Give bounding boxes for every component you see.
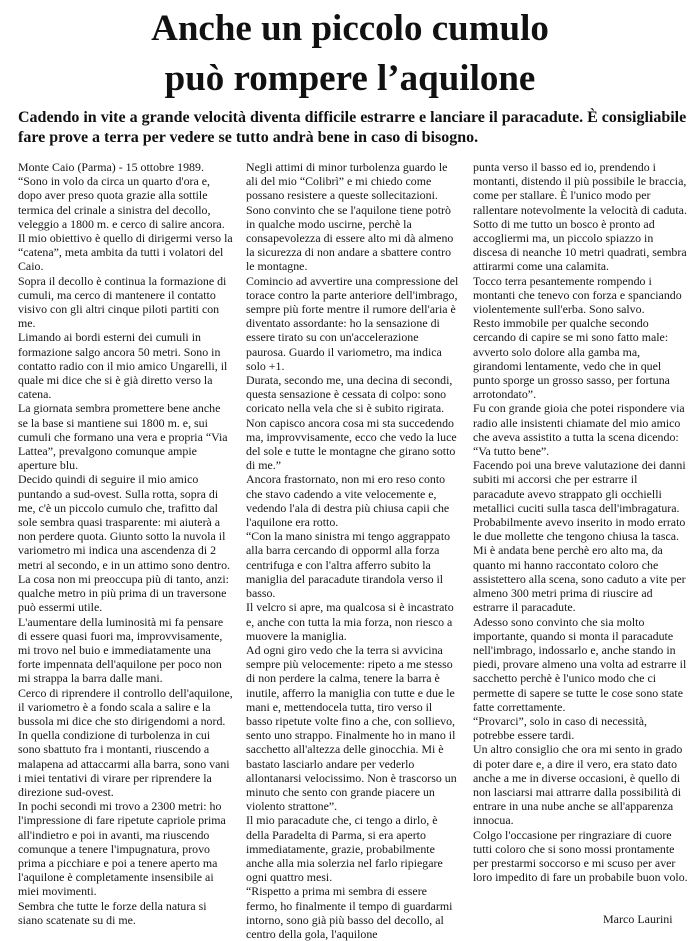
paragraph: Fu con grande gioia che potei rispondere via radio alle insistenti chiamate del mio amico che aveva assistito a tutta la scena dicendo: “Va tutto bene”.: [473, 401, 685, 459]
column-1: [18, 160, 233, 927]
paragraph: Non capisco ancora cosa mi sta succedendo ma, improvvisamente, ecco che vedo la luce del sole e tutte le montagne che girano sotto di me.”: [246, 415, 457, 473]
paragraph: Mi è andata bene perchè ero alto ma, da quanto mi hanno raccontato coloro che assistettero alla scena, sono caduto a vite per almeno 300 metri prima di riuscire ad estrarre il paracadute.: [473, 543, 686, 615]
paragraph: L'aumentare della luminosità mi fa pensare di essere quasi fuori ma, improvvisamente, mi trovo nel buio e immediatamente una forte impennata dell'aquilone per poco non mi strappa la barra dalle mani.: [18, 614, 224, 686]
paragraph: Ad ogni giro vedo che la terra si avvicina sempre più velocemente: ripeto a me stesso di non perdere la calma, tenere la barra è inutile, afferro la maniglia con tutte e due le mani e, mettendocela tutta, tiro verso il basso ripetute volte fino a che, con sollievo, sento uno strappo. Finalmente ho in mano il sacchetto all'altezza delle ginocchia. Mi è bastato lasciarlo andare per vederlo allontanarsi velocissimo. Non è trascorso un minuto che sento con grande piacere un violento strattone”.: [246, 642, 457, 814]
author-signature: Marco Laurini: [603, 912, 673, 926]
paragraph: Tocco terra pesantemente rompendo i montanti che tenevo con forza e spanciando violentemente sull'erba. Sono salvo.: [473, 273, 682, 317]
paragraph: Il velcro si apre, ma qualcosa si è incastrato e, anche con tutta la mia forza, non riesco a muovere la maniglia.: [246, 600, 454, 643]
title-line-2: può rompere l’aquilone: [164, 58, 536, 99]
paragraph: Sembra che tutte le forze della natura si siano scatenate su di me.: [18, 898, 207, 927]
paragraph: Negli attimi di minor turbolenza guardo le ali del mio “Colibrì” e mi chiedo come possano resistere a queste sollecitazioni. Sono convinto che se l'aquilone tiene potrò in qualche modo uscirne, perchè la consapevolezza di essere alto mi dà almeno la sicurezza di non andare a sbattere contro le montagne.: [246, 160, 454, 274]
paragraph: “Con la mano sinistra mi tengo aggrappato alla barra cercando di opporml alla forza centrifuga e con l'altra afferro subito la maniglia del paracadute tirandola verso il basso.: [246, 529, 451, 601]
article-title: [0, 4, 700, 104]
paragraph: Sopra il decollo è continua la formazione di cumuli, ma cerco di mantenere il contatto visivo con gli altri cinque piloti partiti con me.: [18, 273, 227, 331]
paragraph: Facendo poi una breve valutazione dei danni subiti mi accorsi che per estrarre il paracadute avevo strappato gli occhielli metallici cuciti sulla tasca dell'imbragatura. Probabilmente avevo inserito in modo errato le due mollette che tengono chiusa la tasca.: [473, 458, 686, 544]
paragraph: Un altro consiglio che ora mi sento in grado di poter dare e, a dire il vero, era stato dato anche a me in diverse occasioni, è quello di non lasciarsi mai attrarre dalla possibilità di entrare in una nube anche se all'apparenza innocua.: [473, 742, 683, 828]
paragraph: punta verso il basso ed io, prendendo i montanti, distendo il più possibile le braccia, come per stallare. È l'unico modo per rallentare notevolmente la velocità di caduta. Sotto di me tutto un bosco è pronto ad accogliermi ma, un piccolo spiazzo in discesa di neanche 10 metri quadrati, sembra attirarmi come una calamita.: [473, 160, 687, 274]
paragraph: “Provarci”, solo in caso di necessità, potrebbe essere tardi.: [473, 713, 648, 743]
title-line-1: Anche un piccolo cumulo: [151, 8, 549, 49]
paragraph: La cosa non mi preoccupa più di tanto, anzi: qualche metro in più prima di un traversone può essermi utile.: [18, 571, 229, 615]
paragraph: Adesso sono convinto che sia molto importante, quando si monta il paracadute nell'imbrago, indossarlo e, anche stando in piedi, provare almeno una volta ad estrarre il sacchetto perchè è l'unico modo che ci permette di sapere se tutte le cose sono state fatte correttamente.: [473, 614, 687, 714]
paragraph: Limando ai bordi esterni dei cumuli in formazione salgo ancora 50 metri. Sono in contatto radio con il mio amico Ungarelli, il quale mi dice che si è già diretto verso la catena.: [18, 330, 228, 402]
paragraph: Ancora frastornato, non mi ero reso conto che stavo cadendo a vite velocemente e, vedendo l'ala di destra più chiusa capii che l'aquilone era rotto.: [246, 472, 450, 530]
paragraph: Resto immobile per qualche secondo cercando di capire se mi sono fatto male: avverto solo dolore alla gamba ma, girandomi lentamente, vedo che in quel punto sporge un grosso sasso, per fortuna arrotondato”.: [473, 316, 670, 402]
paragraph: La giornata sembra promettere bene anche se la base si mantiene sui 1800 m. e, sui cumuli che formano una vera e propria “Via Lattea”, prevalgono comunque ampie aperture blu.: [18, 401, 228, 473]
column-2: [246, 160, 461, 941]
paragraph: In quella condizione di turbolenza in cui sono sbattuto fra i montanti, riuscendo a malapena ad attaccarmi alla barra, sono vani i miei tentativi di virare per riprendere la direzione sud-ovest.: [18, 728, 230, 799]
paragraph: Cerco di riprendere il controllo dell'aquilone, il variometro è a fondo scala a salire e la bussola mi dice che sto dirigendomi a nord.: [18, 685, 233, 728]
paragraph: Monte Caio (Parma) - 15 ottobre 1989.: [18, 160, 204, 174]
paragraph: Decido quindi di seguire il mio amico puntando a sud-ovest. Sulla rotta, sopra di me, c'è un piccolo cumulo che, trafitto dal sole sembra quasi trasparente: mi aiuterà a non perdere quota. Giunto sotto la nuvola il variometro mi indica una ascendenza di 2 metri al secondo, e in un attimo sono dentro.: [18, 472, 231, 572]
paragraph: Durata, secondo me, una decina di secondi, questa sensazione è cessata di colpo: sono coricato nella vela che si è subito rigirata.: [246, 373, 453, 416]
paragraph: “Sono in volo da circa un quarto d'ora e, dopo aver preso quota grazie alla sottile termica del crinale a sinistra del decollo, veleggio a 1800 m. e cerco di salire ancora. Il mio obiettivo è quello di dirigermi verso la “catena”, meta ambita da tutti i volatori del Caio.: [18, 174, 233, 274]
column-3: [473, 160, 688, 884]
article-body: [18, 160, 688, 941]
paragraph: “Rispetto a prima mi sembra di essere fermo, ho finalmente il tempo di guardarmi intorno, sono già più basso del decollo, al centro della gola, l'aquilone: [246, 884, 453, 941]
paragraph: Il mio paracadute che, ci tengo a dirlo, è della Paradelta di Parma, si era aperto immediatamente, grazie, probabilmente anche alla mia solerzia nel farlo ripiegare ogni quattro mesi.: [246, 813, 443, 885]
article-subtitle: Cadendo in vite a grande velocità diventa difficile estrarre e lanciare il paracadute. È consigliabile fare prove a terra per vedere se tutto andrà bene in caso di bisogno.: [18, 109, 687, 146]
paragraph: Comincio ad avvertire una compressione del torace contro la parte anteriore dell'imbrago, sempre più forte mentre il rumore dell'aria è diventato assordante: ho la sensazione di essere tirato su con un'accelerazione paurosa. Guardo il variometro, ma indica solo +1.: [246, 273, 459, 373]
paragraph: Colgo l'occasione per ringraziare di cuore tutti coloro che si sono mossi prontamente per prestarmi soccorso e mi scuso per aver loro impedito di fare un probabile buon volo.: [473, 827, 688, 885]
paragraph: In pochi secondi mi trovo a 2300 metri: ho l'impressione di fare ripetute capriole prima all'indietro e poi in avanti, ma riuscendo comunque a tenere l'impugnatura, provo prima a picchiare e poi a tenere aperto ma l'aquilone è completamente insensibile ai miei movimenti.: [18, 799, 226, 899]
